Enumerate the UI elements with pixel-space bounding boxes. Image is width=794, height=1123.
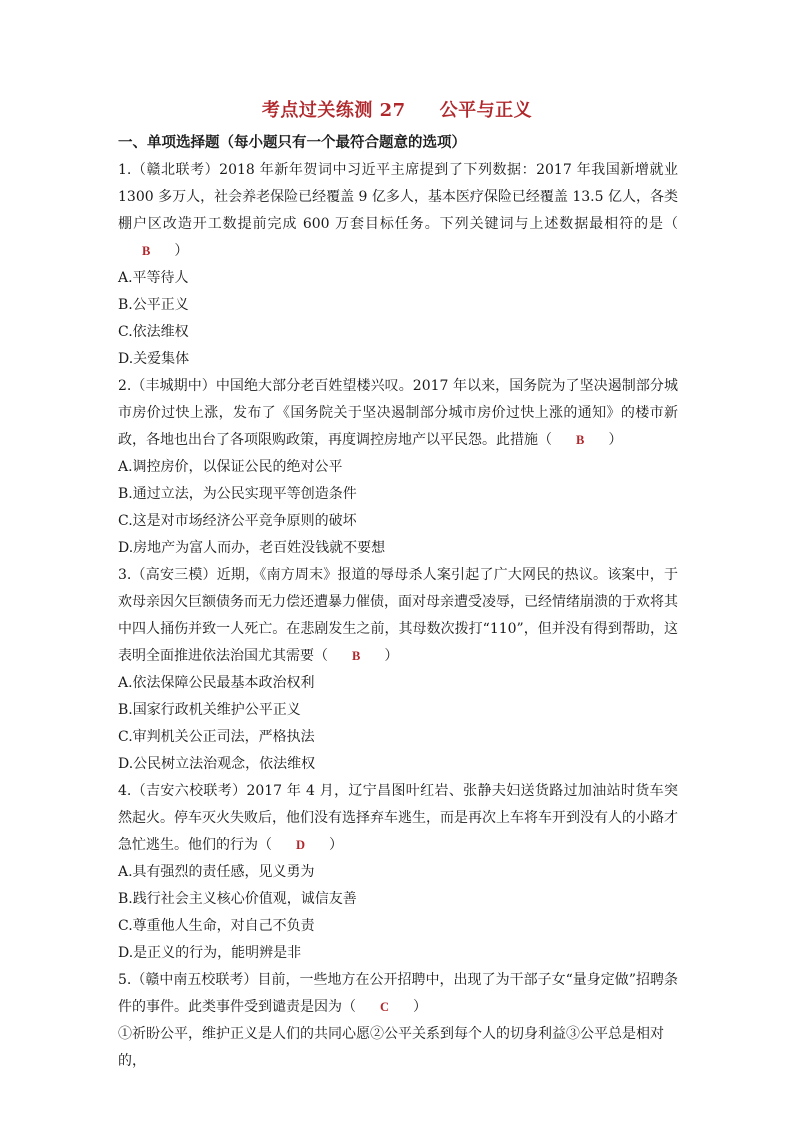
content — [118, 132, 678, 1075]
option-a: A.平等待人 — [118, 270, 189, 286]
section-heading: 一、单项选择题（每小题只有一个最符合题意的选项） — [118, 134, 466, 151]
option-c: C.依法维权 — [118, 324, 189, 340]
option-c: C.这是对市场经济公平竞争原则的破坏 — [118, 513, 357, 529]
stem-text: 2.（丰城期中）中国绝大部分老百姓望楼兴叹。2017 年以来，国务院为了坚决遏制部分城市房价过快上涨，发布了《国务院关于坚决遏制部分城市房价过快上涨的通知》的楼市新政，各地也出台了各项限购政策，再度调控房地产以平民怨。此措施（ — [118, 378, 678, 448]
question-3 — [118, 562, 678, 778]
title-main: 考点过关练测 27 — [261, 100, 406, 121]
question-stem — [118, 778, 678, 859]
option-d: D.房地产为富人而办，老百姓没钱就不要想 — [118, 540, 386, 556]
question-5 — [118, 967, 678, 1075]
question-stem — [118, 967, 678, 1021]
option-b: B.国家行政机关维护公平正义 — [118, 702, 301, 718]
stem-close: ） — [608, 432, 623, 448]
stem-text: 4.（吉安六校联考）2017 年 4 月，辽宁昌图叶红岩、张静夫妇送货路过加油站时货车突然起火。停车灭火失败后，他们没有选择弃车逃生，而是再次上车将车开到没有人的小路才急忙逃生。他们的行为（ — [118, 783, 678, 853]
stem-text: 1.（赣北联考）2018 年新年贺词中习近平主席提到了下列数据：2017 年我国新增就业 1300 多万人，社会养老保险已经覆盖 9 亿多人，基本医疗保险已经覆盖 13.5 亿人，各类棚户区改造开工数提前完成 600 万套目标任务。下列关键词与上述数据最相符的是（ — [118, 162, 678, 232]
stem-close: ） — [413, 999, 428, 1015]
option-a: A.依法保障公民最基本政治权利 — [118, 675, 315, 691]
question-stem — [118, 373, 678, 454]
option-b: B.通过立法，为公民实现平等创造条件 — [118, 486, 357, 502]
answer-mark: D — [296, 838, 306, 852]
question-4 — [118, 778, 678, 967]
option-c: C.尊重他人生命，对自己不负责 — [118, 918, 315, 934]
answer-mark: B — [352, 649, 361, 663]
question-2 — [118, 373, 678, 562]
question-stem — [118, 562, 678, 670]
answer-mark: B — [142, 244, 151, 258]
option-d: D.公民树立法治观念，依法维权 — [118, 756, 316, 772]
page-title — [0, 96, 794, 122]
option-b: B.公平正义 — [118, 297, 189, 313]
answer-mark: C — [380, 1000, 390, 1014]
option-b: B.践行社会主义核心价值观，诚信友善 — [118, 891, 357, 907]
option-c: C.审判机关公正司法，严格执法 — [118, 729, 315, 745]
option-a: A.具有强烈的责任感，见义勇为 — [118, 864, 315, 880]
stem-text: 3.（高安三模）近期，《南方周末》报道的辱母杀人案引起了广大网民的热议。该案中，于欢母亲因欠巨额债务而无力偿还遭暴力催债，面对母亲遭受凌辱，已经情绪崩溃的于欢将其中四人捅伤并致一人死亡。在悲剧发生之前，其母数次拨打“110”，但并没有得到帮助，这表明全面推进依法治国尤其需要（ — [118, 567, 678, 664]
question-1 — [118, 157, 678, 373]
answer-mark: B — [576, 433, 585, 447]
question-stem — [118, 157, 678, 265]
option-statements: ①祈盼公平，维护正义是人们的共同心愿②公平关系到每个人的切身利益③公平总是相对的， — [118, 1026, 664, 1069]
option-d: D.是正义的行为，能明辨是非 — [118, 945, 302, 961]
option-a: A.调控房价，以保证公民的绝对公平 — [118, 459, 343, 475]
option-d: D.关爱集体 — [118, 351, 190, 367]
stem-text: 5.（赣中南五校联考）目前，一些地方在公开招聘中，出现了为干部子女“量身定做”招聘条件的事件。此类事件受到谴责是因为（ — [118, 972, 678, 1015]
title-topic: 公平与正义 — [439, 100, 533, 121]
stem-close: ） — [174, 243, 189, 259]
stem-close: ） — [329, 837, 344, 853]
stem-close: ） — [384, 648, 399, 664]
